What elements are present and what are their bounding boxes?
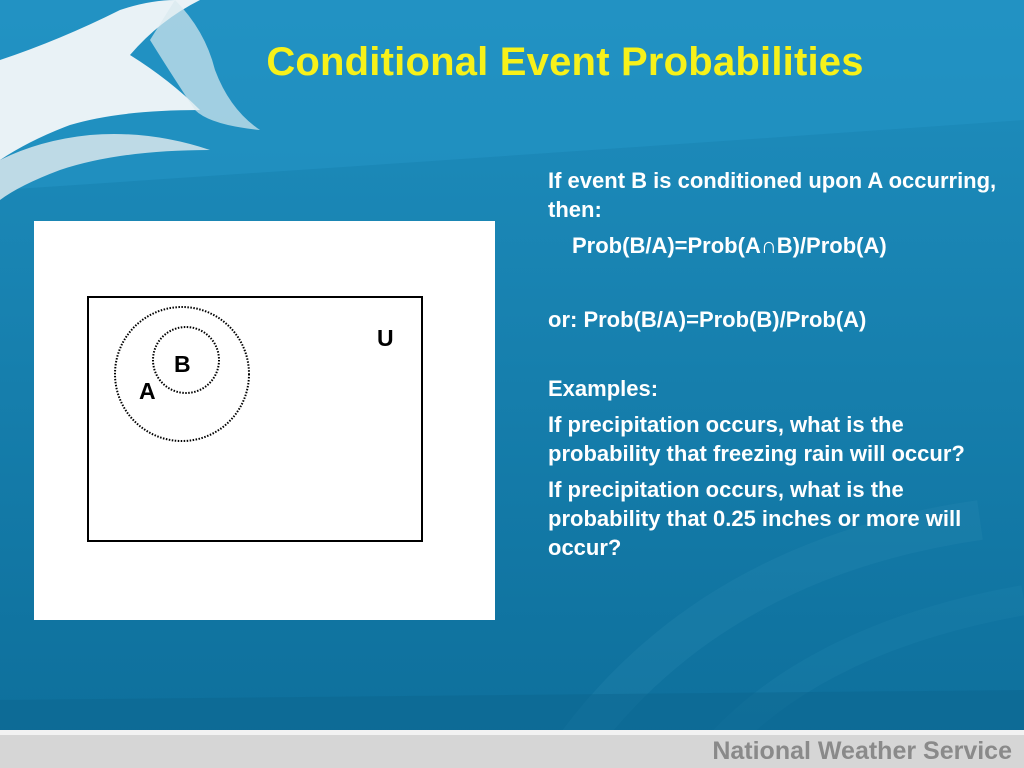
universe-label: U xyxy=(377,325,394,351)
event-b-label: B xyxy=(174,351,191,377)
formula1-prefix: Prob(B/A)=Prob(A xyxy=(572,233,761,258)
universe-rectangle xyxy=(88,297,422,541)
venn-diagram-panel xyxy=(34,221,495,620)
intersection-symbol: ∩ xyxy=(760,233,777,258)
event-a-label: A xyxy=(139,378,156,404)
slide-title: Conditional Event Probabilities xyxy=(266,40,864,84)
example-2: If precipitation occurs, what is the probability that 0.25 inches or more will occur? xyxy=(548,477,962,560)
formula1-suffix: B)/Prob(A) xyxy=(776,233,887,258)
intro-text: If event B is conditioned upon A occurring, then: xyxy=(548,168,997,222)
footer-organization: National Weather Service xyxy=(712,737,1012,765)
examples-heading: Examples: xyxy=(548,376,659,401)
content-text xyxy=(548,166,998,562)
example-1: If precipitation occurs, what is the probability that freezing rain will occur? xyxy=(548,412,965,466)
venn-diagram xyxy=(34,221,495,620)
formula-intersection xyxy=(548,231,998,260)
formula-simplified: or: Prob(B/A)=Prob(B)/Prob(A) xyxy=(548,307,867,332)
